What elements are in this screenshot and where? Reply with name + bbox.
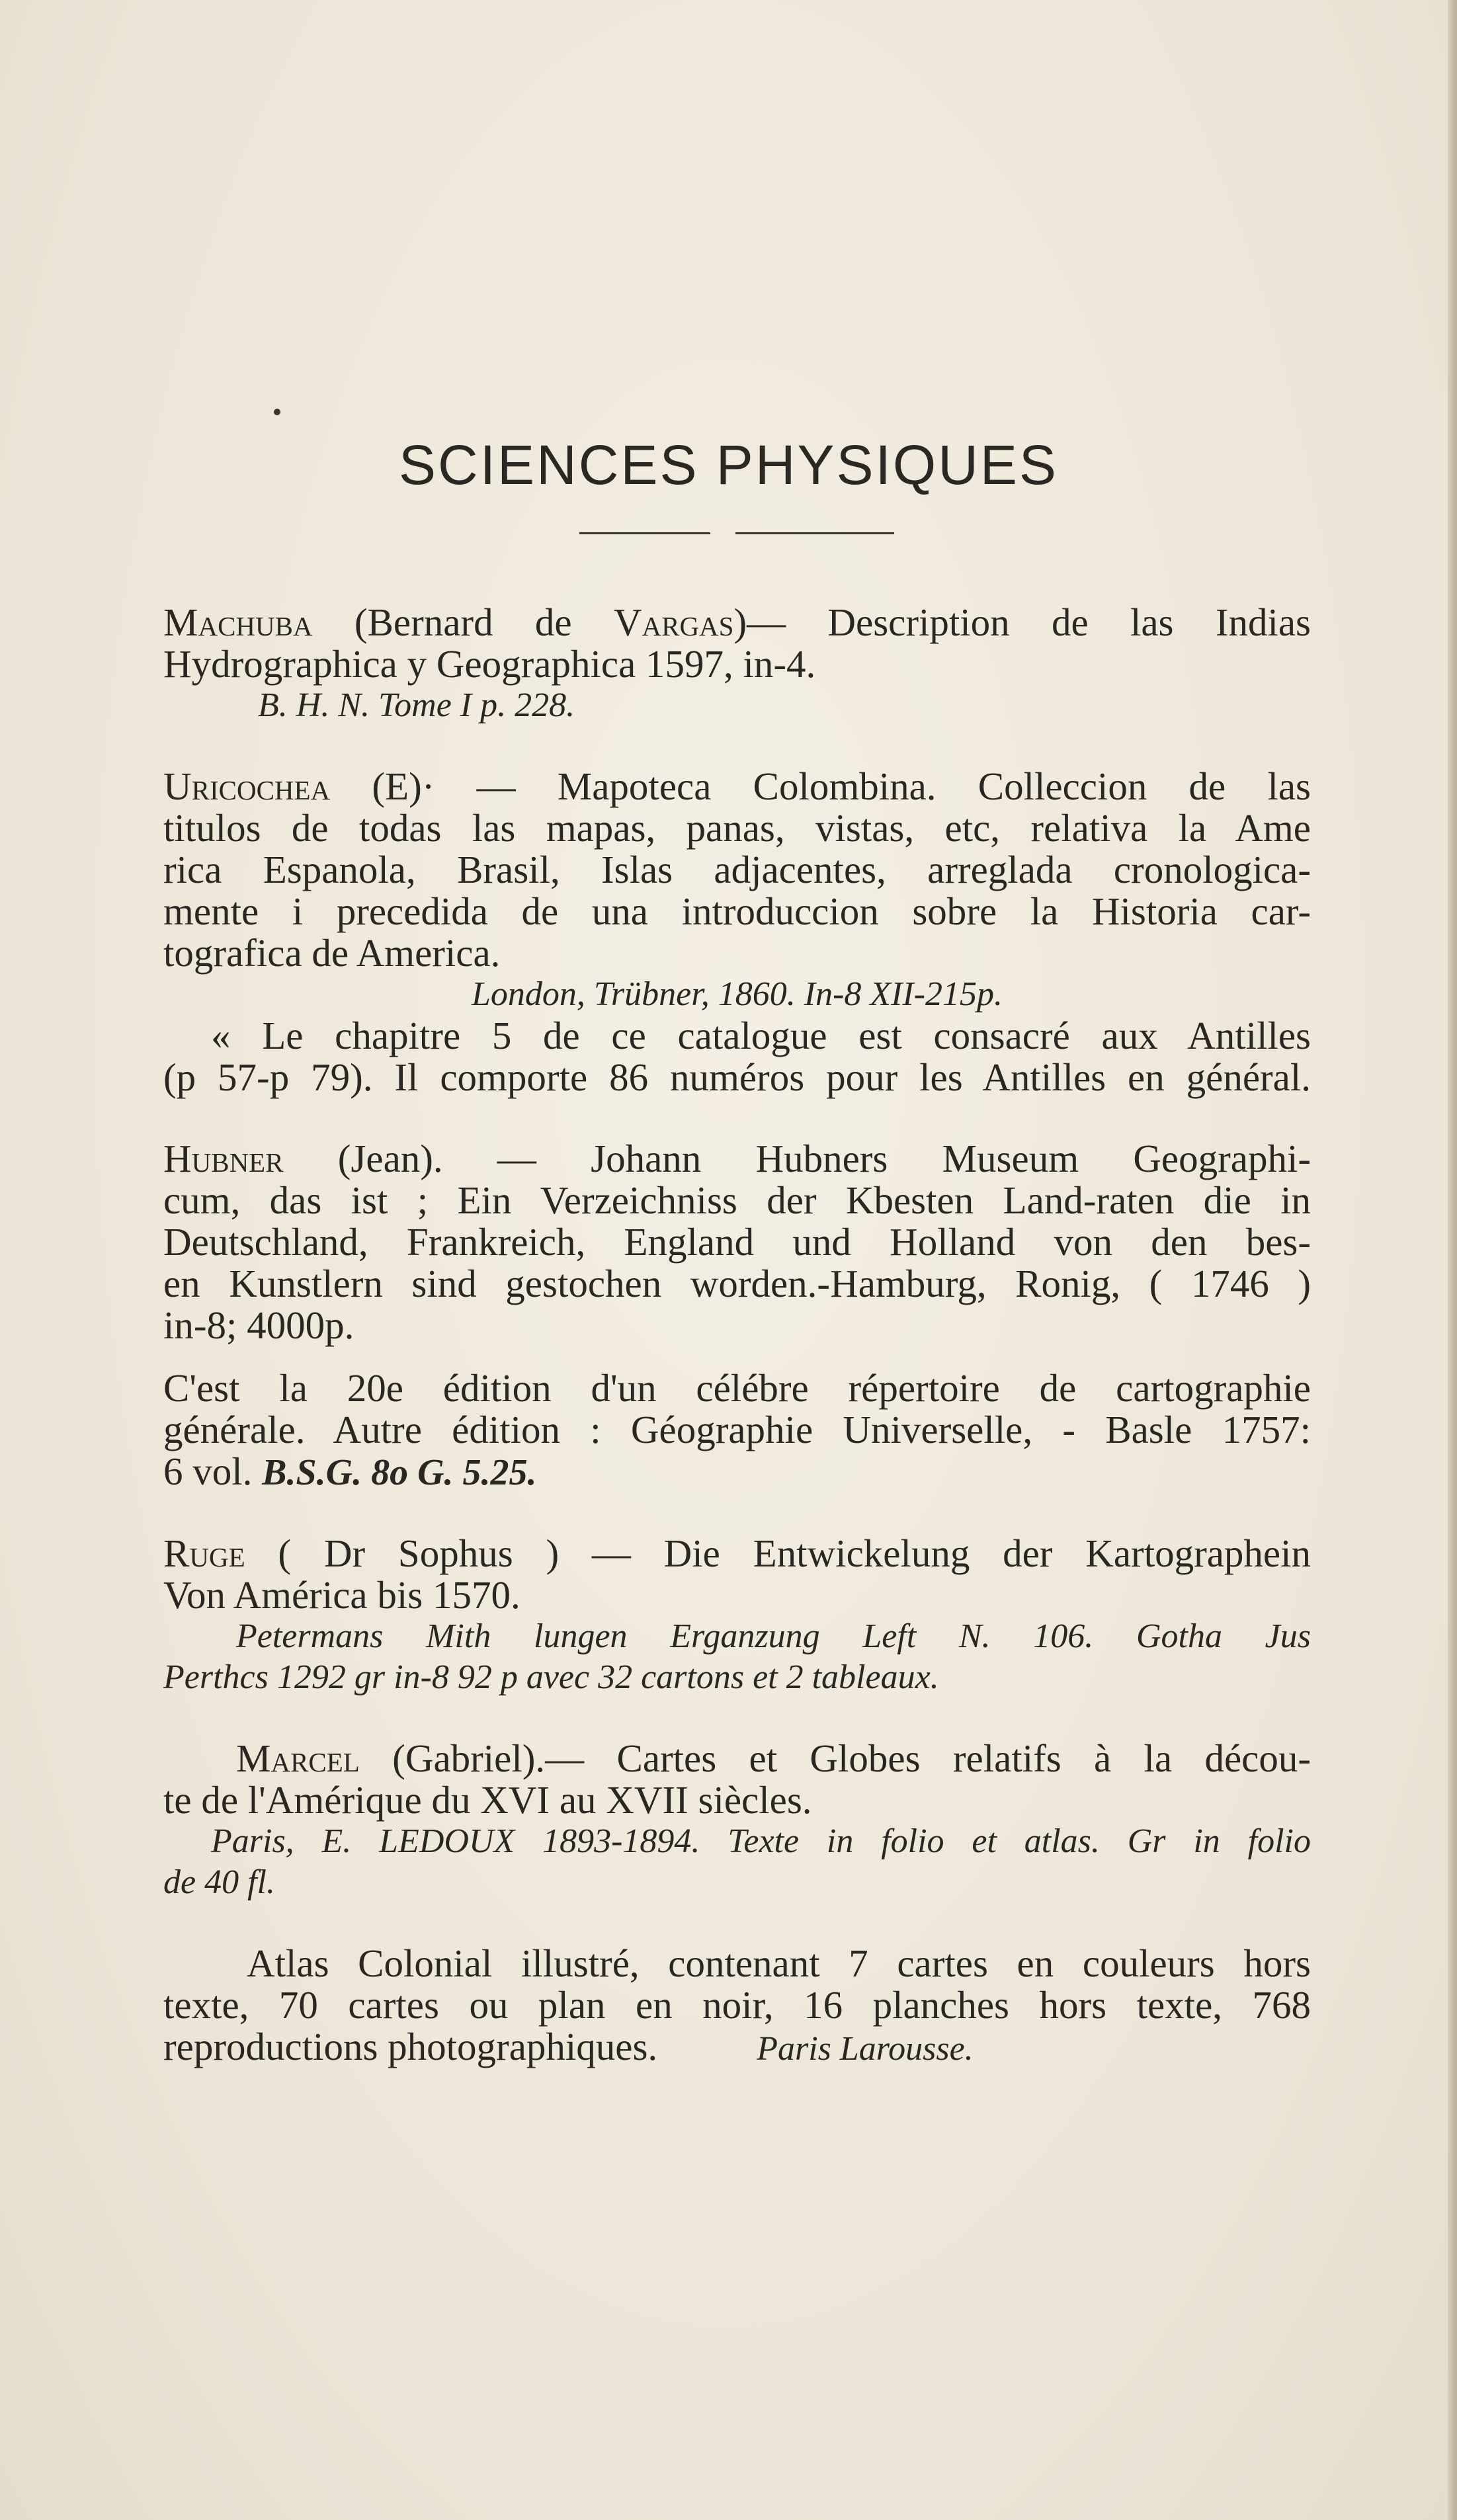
entry-reference: Perthcs 1292 gr in-8 92 p avec 32 cartons et 2 tableaux. xyxy=(163,1658,939,1696)
entry-marcel xyxy=(163,1738,1311,1903)
entry-title-text: )— Description de las Indias xyxy=(733,600,1311,644)
spacer xyxy=(163,1698,1311,1738)
entry-line: Von América bis 1570. xyxy=(163,1573,520,1617)
spacer xyxy=(163,1903,1311,1943)
entry-line xyxy=(163,1138,1311,1180)
entry-note-line: « Le chapitre 5 de ce catalogue est consacré aux Antilles xyxy=(211,1014,1311,1057)
author-surname: Machuba xyxy=(163,600,313,644)
entry-line: rica Espanola, Brasil, Islas adjacentes, arreglada cronologica- xyxy=(163,848,1311,891)
entry-line: cum, das ist ; Ein Verzeichniss der Kbesten Land-raten die in xyxy=(163,1178,1311,1222)
entry-note-line: générale. Autre édition : Géographie Universelle, - Basle 1757: xyxy=(163,1408,1311,1451)
entry-line: titulos de todas las mapas, panas, vistas, etc, relativa la Ame xyxy=(163,806,1311,850)
entry-line xyxy=(163,602,1311,643)
entry-publisher: Paris Larousse. xyxy=(757,2030,974,2068)
entry-line xyxy=(163,766,1311,807)
entry-atlas-colonial xyxy=(163,1943,1311,2070)
entry-line xyxy=(163,2026,1311,2070)
entry-hubner xyxy=(163,1138,1311,1493)
entry-reference: B. H. N. Tome I p. 228. xyxy=(258,686,575,724)
entry-line: Atlas Colonial illustré, contenant 7 cartes en couleurs hors xyxy=(247,1941,1311,1985)
entry-reference: Petermans Mith lungen Erganzung Left N. 106. Gotha Jus xyxy=(236,1617,1311,1655)
stray-ink-dot xyxy=(274,409,280,415)
spacer xyxy=(163,1346,1311,1367)
note-text: 6 vol. xyxy=(163,1449,263,1493)
author-surname: Uricochea xyxy=(163,764,331,808)
author-surname: Hubner xyxy=(163,1137,284,1180)
entry-title-text: (Gabriel).— Cartes et Globes relatifs à la décou- xyxy=(359,1736,1311,1780)
entry-reference: Paris, E. LEDOUX 1893-1894. Texte in folio et atlas. Gr in folio xyxy=(211,1822,1311,1860)
entry-line: texte, 70 cartes ou plan en noir, 16 planches hors texte, 768 xyxy=(163,1983,1311,2027)
author-given-name: (Bernard de xyxy=(354,600,614,644)
entry-line xyxy=(163,1738,1311,1779)
entry-line: Deutschland, Frankreich, England und Holland von den bes- xyxy=(163,1220,1311,1264)
entry-reference: de 40 fl. xyxy=(163,1863,275,1901)
title-rule-right xyxy=(735,532,894,534)
spacer xyxy=(163,1098,1311,1138)
author-surname: Ruge xyxy=(163,1531,245,1575)
entry-text: reproductions photographiques. xyxy=(163,2025,658,2068)
spacer xyxy=(163,1493,1311,1533)
entry-line: in-8; 4000p. xyxy=(163,1303,354,1347)
bibliography-list xyxy=(163,602,1311,2070)
entry-title-text: (E)· — Mapoteca Colombina. Colleccion de las xyxy=(330,764,1311,808)
entry-note-line: C'est la 20e édition d'un célébre répertoire de cartographie xyxy=(163,1366,1311,1410)
entry-line: Hydrographica y Geographica 1597, in-4. xyxy=(163,642,816,686)
entry-line: en Kunstlern sind gestochen worden.-Hamburg, Ronig, ( 1746 ) xyxy=(163,1262,1311,1305)
entry-line xyxy=(163,1533,1311,1574)
entry-title-text: (Jean). — Johann Hubners Museum Geographi- xyxy=(283,1137,1311,1180)
entry-ruge xyxy=(163,1533,1311,1698)
entry-note-line xyxy=(163,1451,1311,1493)
entry-title-text: ( Dr Sophus ) — Die Entwickelung der Kartographein xyxy=(245,1531,1311,1575)
library-reference: B.S.G. 8o G. 5.25. xyxy=(262,1452,537,1493)
entry-publication: London, Trübner, 1860. In-8 XII-215p. xyxy=(471,975,1003,1013)
author-second-surname: Vargas xyxy=(613,600,734,644)
entry-line: te de l'Amérique du XVI au XVII siècles. xyxy=(163,1778,812,1822)
spacer xyxy=(163,726,1311,766)
page-title: SCIENCES PHYSIQUES xyxy=(399,434,1058,496)
author-surname: Marcel xyxy=(236,1736,360,1780)
entry-line: tografica de America. xyxy=(163,931,501,975)
page-edge-shadow xyxy=(1448,0,1457,2520)
entry-note-line: (p 57-p 79). Il comporte 86 numéros pour les Antilles en général. xyxy=(163,1055,1311,1099)
entry-machuba xyxy=(163,602,1311,726)
entry-uricochea xyxy=(163,766,1311,1098)
title-rule-left xyxy=(579,532,710,534)
entry-line: mente i precedida de una introduccion sobre la Historia car- xyxy=(163,889,1311,933)
